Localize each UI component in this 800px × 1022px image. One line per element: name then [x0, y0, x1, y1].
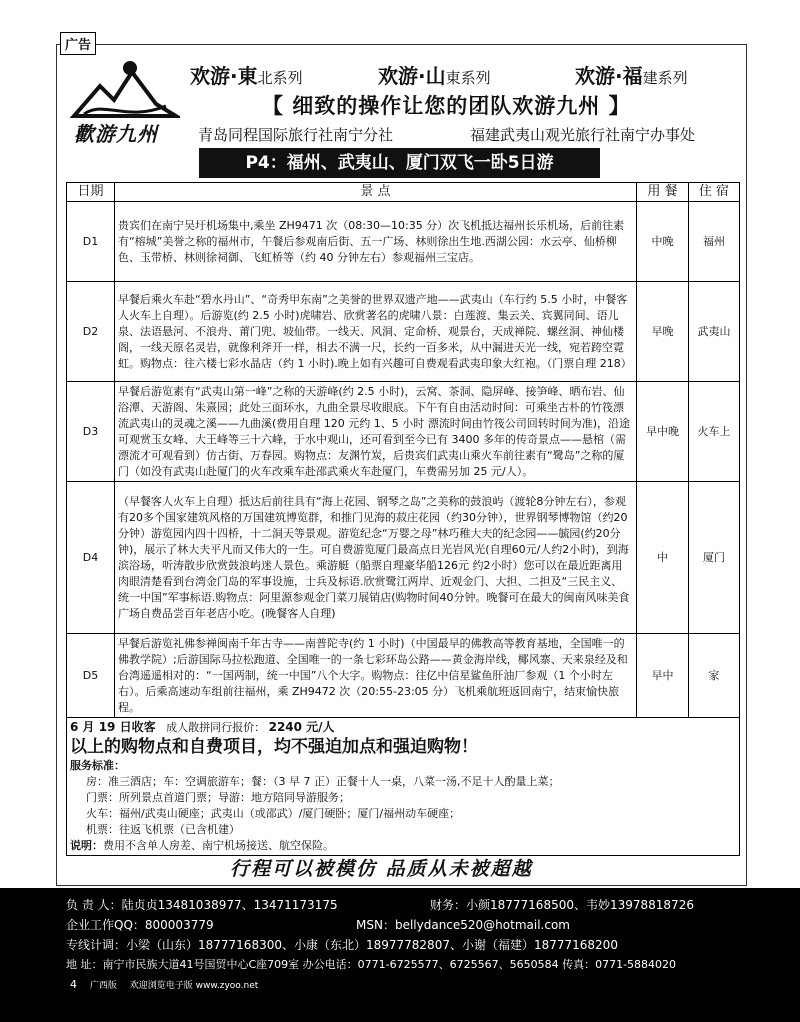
table-row	[67, 382, 740, 482]
meal-cell: 中晚	[637, 202, 689, 282]
logo-text: 歡游九州	[74, 122, 158, 146]
contact-footer	[0, 888, 800, 1022]
price-value: 2240 元/人	[268, 720, 335, 734]
meal-cell: 早中晚	[637, 382, 689, 482]
service-item: 机票：往返飞机票（已含机建）	[86, 823, 240, 836]
sights-cell: 早餐后游览素有“武夷山第一峰”之称的天游峰(约 2.5 小时)，云窝、茶洞、隐屏峰、接笋峰、晒布岩、仙浴潭、天游阁、朱熹园；此处三面环水，九曲全景尽收眼底。下午有自由活动时间：可乘坐古朴的竹筏漂流武夷山的灵魂之溪——九曲溪(费用自理 120 元约 1、5 小时 漂流时间由竹筏公司回转时间为准)，沿途可观赏玉女峰、大王峰等三十六峰，于水中观山，还可看到至今已有 3400 多年的传奇景点——悬棺（需漂流才可观看到）仿古街、万春园。购物点：友渊竹炭，后贵宾们武夷山乘火车前往素有“鹭岛”之称的厦门（如没有武夷山赴厦门的火车改乘车赴邵武乘火车赴厦门，车费需另加 25 元/人）。	[115, 382, 637, 482]
lodging-cell: 武夷山	[689, 282, 740, 382]
sights-cell: 早餐后乘火车赴“碧水丹山”、“奇秀甲东南”之美誉的世界双遗产地——武夷山（车行约 5.5 小时，中餐客人火车上自理）。后游览(约 2.5 小时)虎啸岩、欣赏著名的虎啸八景：白莲渡、集云关、宾翼同间、语儿泉、法语悬河、不浪舟、莆门兜、坡仙带。一线天、风洞、定命桥、观景台，天成禅院、螺丝洞、神仙楼阁，一线天原名灵岩，就像利斧开一样，相去不满一尺，长约一百多米，从中漏进天光一线，宛若跨空霓虹。购物点：往六楼七彩水晶店（约 1 小时).晚上如有兴趣可自费观看武夷印象大红袍。（门票自理 218）	[115, 282, 637, 382]
lodging-cell: 厦门	[689, 482, 740, 634]
series-northeast: 欢游·東北系列	[190, 64, 303, 88]
line-planners: 专线计调：小梁（山东）18777168300、小康（东北）18977782807、小谢（福建）18777168200	[66, 938, 618, 952]
price-line	[70, 719, 736, 736]
service-item: 火车：福州/武夷山硬座；武夷山（或邵武）/厦门硬卧；厦门/福州动车硬座；	[86, 807, 461, 820]
lodging-cell: 福州	[689, 202, 740, 282]
day-cell: D2	[67, 282, 115, 382]
finance-contact: 财务：小颜18777168500、韦妙13978818726	[430, 898, 694, 912]
table-header-row	[67, 183, 740, 202]
page-number: 4	[70, 978, 77, 991]
itinerary-table	[66, 182, 740, 856]
agency-qingdao: 青岛同程国际旅行社南宁分社	[198, 126, 394, 144]
motto: 行程可以被模仿 品质从未被超越	[230, 858, 533, 880]
table-row	[67, 202, 740, 282]
no-forced-shopping-note: 以上的购物点和自费项目，均不强迫加点和强迫购物！	[70, 737, 478, 757]
msn-contact: MSN：bellydance520@hotmail.com	[356, 918, 570, 932]
table-row	[67, 482, 740, 634]
ad-tag: 广告	[60, 32, 96, 55]
meal-cell: 中	[637, 482, 689, 634]
website-link[interactable]: 欢迎浏览电子版 www.zyoo.net	[129, 981, 259, 991]
sights-cell: 贵宾们在南宁吴圩机场集中,乘坐 ZH9471 次（08:30—10:35 分）次飞机抵达福州长乐机场，后前往素有“榕城”美誉之称的福州市，午餐后参观南后街、五一广场、林则徐出生地.西湖公园：水云亭、仙桥柳色、玉带桥、林则徐祠御、飞虹桥等（约 40 分钟左右）参观福州三宝店。	[115, 202, 637, 282]
price-label: 成人散拼同行报价：	[166, 721, 266, 734]
sights-cell: （早餐客人火车上自理）抵达后前往具有“海上花园、钢琴之岛”之美称的鼓浪屿（渡轮8分钟左右），参观有20多个国家建筑风格的万国建筑博览群，和推门见海的菽庄花园（约30分钟），世界钢琴博物馆（约20分钟）游览园内四十四桥，十二洞天等景观。游览纪念“万婴之母”林巧稚大夫的纪念园——毓园(约20分钟)，展示了林大夫平凡而又伟大的一生。可自费游览厦门最高点日光岩风光(自理60元/人约2小时)，到海滨浴场，听涛散步欣赏鼓浪屿迷人景色。乘游艇（船票自理豪华船126元 约2小时）您可以在最近距离用肉眼清楚看到台湾金门岛的军事设施，士兵及标语.欣赏鹭江两岸、近观金门、大担、二担及“三民主义、统一中国”军事标语.购物点：阿里源参观金门菜刀展销店(购物时间40分钟。晚餐可在最大的闽南风味美食广场自费品尝百年老店小吃。(晚餐客人自理)	[115, 482, 637, 634]
header-meals: 用 餐	[637, 183, 689, 202]
day-cell: D3	[67, 382, 115, 482]
table-row	[67, 282, 740, 382]
sights-cell: 早餐后游览礼佛参禅闽南千年古寺——南普陀寺(约 1 小时)（中国最早的佛教高等教育基地，全国唯一的佛教学院）;后游国际马拉松跑道、全国唯一的一条七彩环岛公路——黄金海岸线，椰风寨、天来泉经及和台湾遥遥相对的：“一国两制，统一中国”八个大字。购物点：往亿中信星鲨鱼肝油厂参观（1 个小时左右）。后乘高速动车组前往福州，乘 ZH9472 次（20:55-23:05 分）飞机乘航班返回南宁，结束愉快旅程。	[115, 634, 637, 718]
table-row	[67, 634, 740, 718]
meal-cell: 早晚	[637, 282, 689, 382]
meal-cell: 早中	[637, 634, 689, 718]
fee-note: 说明：费用不含单人房差、南宁机场接送、航空保险。	[70, 839, 334, 852]
bottom-strip	[70, 978, 258, 991]
lodging-cell: 家	[689, 634, 740, 718]
series-fujian: 欢游·福建系列	[575, 64, 688, 88]
series-shandong: 欢游·山東系列	[378, 64, 491, 88]
day-cell: D5	[67, 634, 115, 718]
price-and-services	[67, 718, 740, 856]
contact-person: 负 责 人：陆贞贞13481038977、13471173175	[66, 898, 338, 912]
slogan: 【 细致的操作让您的团队欢游九州 】	[262, 94, 631, 118]
tour-title-banner: P4：福州、武夷山、厦门双飞一卧5日游	[199, 148, 600, 178]
header-sights: 景 点	[115, 183, 637, 202]
price-row	[67, 718, 740, 856]
office-address: 地 址：南宁市民族大道41号国贸中心C座709室 办公电话：0771-6725577、6725567、5650584 传真：0771-5884020	[66, 958, 677, 971]
lodging-cell: 火车上	[689, 382, 740, 482]
day-cell: D4	[67, 482, 115, 634]
header-date: 日期	[67, 183, 115, 202]
day-cell: D1	[67, 202, 115, 282]
service-item: 房：准三酒店；车：空调旅游车；餐：（3 早 7 正）正餐十人一桌，八菜一汤,不足十人酌量上菜；	[86, 775, 560, 788]
agency-wuyishan: 福建武夷山观光旅行社南宁办事处	[470, 126, 696, 144]
service-title: 服务标准：	[70, 759, 125, 772]
header-lodging: 住 宿	[689, 183, 740, 202]
service-item: 门票：所列景点首道门票；导游：地方陪同导游服务；	[86, 791, 350, 804]
edition-label: 广西版	[89, 981, 117, 991]
receive-date: 6 月 19 日收客	[70, 720, 156, 734]
qq-contact: 企业工作QQ：800003779	[66, 918, 214, 932]
